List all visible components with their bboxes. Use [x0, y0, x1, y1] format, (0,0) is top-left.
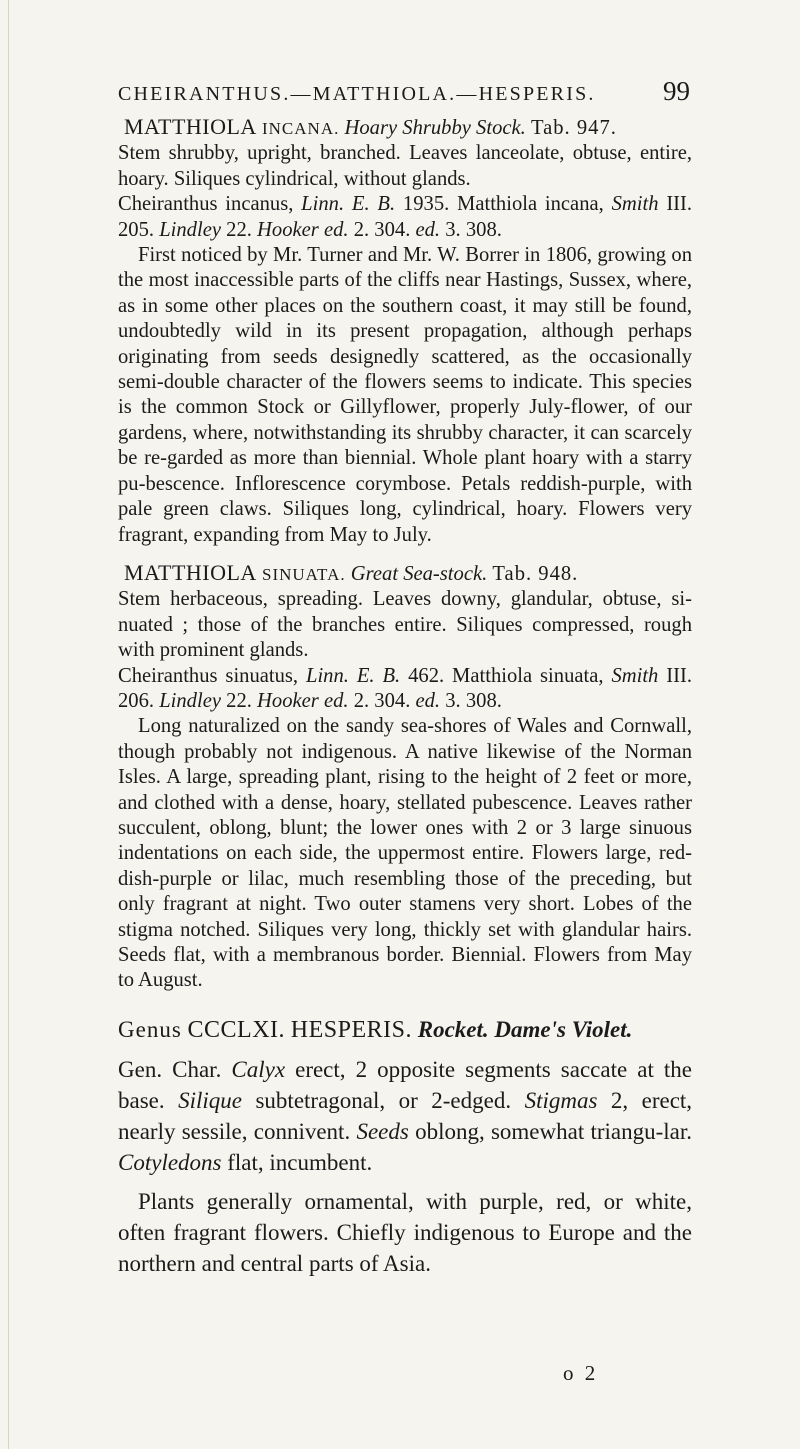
synonym-ref: Linn. E. B.	[301, 193, 396, 216]
signature-mark: o 2	[563, 1361, 599, 1385]
synonym-ref: ed.	[415, 689, 441, 712]
genus-section	[118, 1014, 692, 1279]
term: Silique	[178, 1087, 242, 1113]
term-text: erect, 2 opposite segments saccate at the base.	[118, 1056, 693, 1113]
genus-label: Genus	[118, 1016, 182, 1042]
term: Cotyledons	[118, 1149, 222, 1175]
synonym-text: Cheiranthus incanus,	[118, 193, 294, 216]
page-body	[118, 106, 692, 1279]
term: Calyx	[231, 1056, 286, 1082]
synonym-text: 3. 308.	[445, 218, 502, 241]
synonym-text: 22.	[226, 218, 252, 241]
genus-title: HESPERIS.	[290, 1016, 412, 1043]
species-name: SINUATA.	[261, 564, 346, 584]
synonym-ref: Lindley	[159, 689, 221, 712]
generic-characters	[118, 1054, 692, 1178]
synonym-text: 462. Matthiola sinuata,	[408, 664, 604, 687]
entry-heading-matthiola-incana	[118, 114, 692, 141]
plate-reference: Tab. 947.	[530, 117, 617, 139]
synonym-ref: ed.	[415, 218, 441, 241]
entry-description: Stem shrubby, upright, branched. Leaves lanceolate, obtuse, entire, hoary. Siliques cylindrical, without glands.	[118, 142, 692, 190]
genus-number: CCCLXI.	[187, 1016, 286, 1043]
entry-synonyms	[118, 192, 692, 243]
generic-characters-label: Gen. Char.	[118, 1056, 222, 1082]
synonym-text: III. 205.	[118, 193, 693, 241]
synonym-ref: Linn. E. B.	[306, 664, 401, 687]
synonym-text: 22.	[226, 689, 252, 712]
entry-heading-matthiola-sinuata	[118, 560, 692, 587]
common-name: Hoary Shrubby Stock.	[344, 117, 526, 139]
synonym-text: 2. 304.	[353, 218, 411, 241]
genus-notes: Plants generally ornamental, with purple, red, or white, often fragrant flowers. Chiefly indigenous to Europe and the northern and central parts of Asia.	[118, 1188, 692, 1276]
entry-description: Stem herbaceous, spreading. Leaves downy, glandular, obtuse, si-nuated ; those of the branches entire. Siliques compressed, rough with prominent glands.	[118, 588, 692, 662]
genus-name: MATTHIOLA	[124, 114, 257, 139]
term: Seeds	[356, 1118, 409, 1144]
genus-heading	[118, 1014, 692, 1046]
species-name: INCANA.	[261, 119, 340, 138]
synonym-ref: Hooker ed.	[257, 689, 349, 712]
entry-synonyms	[118, 664, 692, 715]
term-text: flat, incumbent.	[227, 1149, 373, 1175]
synonym-ref: Smith	[611, 193, 659, 216]
running-head: CHEIRANTHUS.—MATTHIOLA.—HESPERIS.	[118, 83, 596, 105]
synonym-text: 3. 308.	[445, 689, 502, 712]
synonym-text: 2. 304.	[353, 689, 411, 712]
synonym-text: 1935. Matthiola incana,	[402, 193, 604, 216]
term-text: oblong, somewhat triangu-lar.	[415, 1118, 693, 1144]
synonym-ref: Smith	[611, 664, 659, 687]
plate-reference: Tab. 948.	[492, 562, 579, 585]
term-text: subtetragonal, or 2-edged.	[255, 1087, 512, 1113]
term: Stigmas	[524, 1087, 598, 1113]
page-edge	[8, 0, 9, 1449]
term-text: 2, erect, nearly sessile, connivent.	[118, 1087, 693, 1144]
genus-name: MATTHIOLA	[124, 559, 257, 585]
page-number: 99	[663, 76, 690, 106]
entry-notes: Long naturalized on the sandy sea-shores of Wales and Cornwall, though probably not indigenous. A native likewise of the Norman Isles. A large, spreading plant, rising to the height of 2 feet or more, and clothed with a dense, hoary, stellated pubescence. Leaves rather succulent, oblong, blunt; the lower ones with 2 or 3 large sinuous indentations on each side, the uppermost entire. Flowers large, red-dish-purple or lilac, much resembling those of the preceding, but only fragrant at night. Two outer stamens very short. Lobes of the stigma notched. Siliques very long, thickly set with glandular hairs. Seeds flat, with a membranous border. Biennial. Flowers from May to August.	[118, 715, 692, 992]
common-name: Great Sea-stock.	[350, 562, 488, 585]
genus-common-name: Rocket.	[417, 1016, 489, 1042]
synonym-text: Cheiranthus sinuatus,	[118, 664, 299, 687]
synonym-ref: Hooker ed.	[257, 218, 349, 241]
synonym-text: III. 206.	[118, 664, 693, 712]
page-header	[118, 76, 690, 107]
entry-notes: First noticed by Mr. Turner and Mr. W. Borrer in 1806, growing on the most inaccessible parts of the cliffs near Hastings, Sussex, where, as in some other places on the southern coast, it may still be found, undoubtedly wild in its present propagation, although perhaps originating from seeds designedly scattered, as the occasionally semi-double character of the flowers seems to indicate. This species is the common Stock or Gillyflower, properly July-flower, of our gardens, where, notwithstanding its shrubby character, it can scarcely be re-garded as more than biennial. Whole plant hoary with a starry pu-bescence. Inflorescence corymbose. Petals reddish-purple, with pale green claws. Siliques long, cylindrical, hoary. Flowers very fragrant, expanding from May to July.	[118, 244, 692, 546]
genus-common-name: Dame's Violet.	[494, 1016, 633, 1042]
synonym-ref: Lindley	[159, 218, 221, 241]
